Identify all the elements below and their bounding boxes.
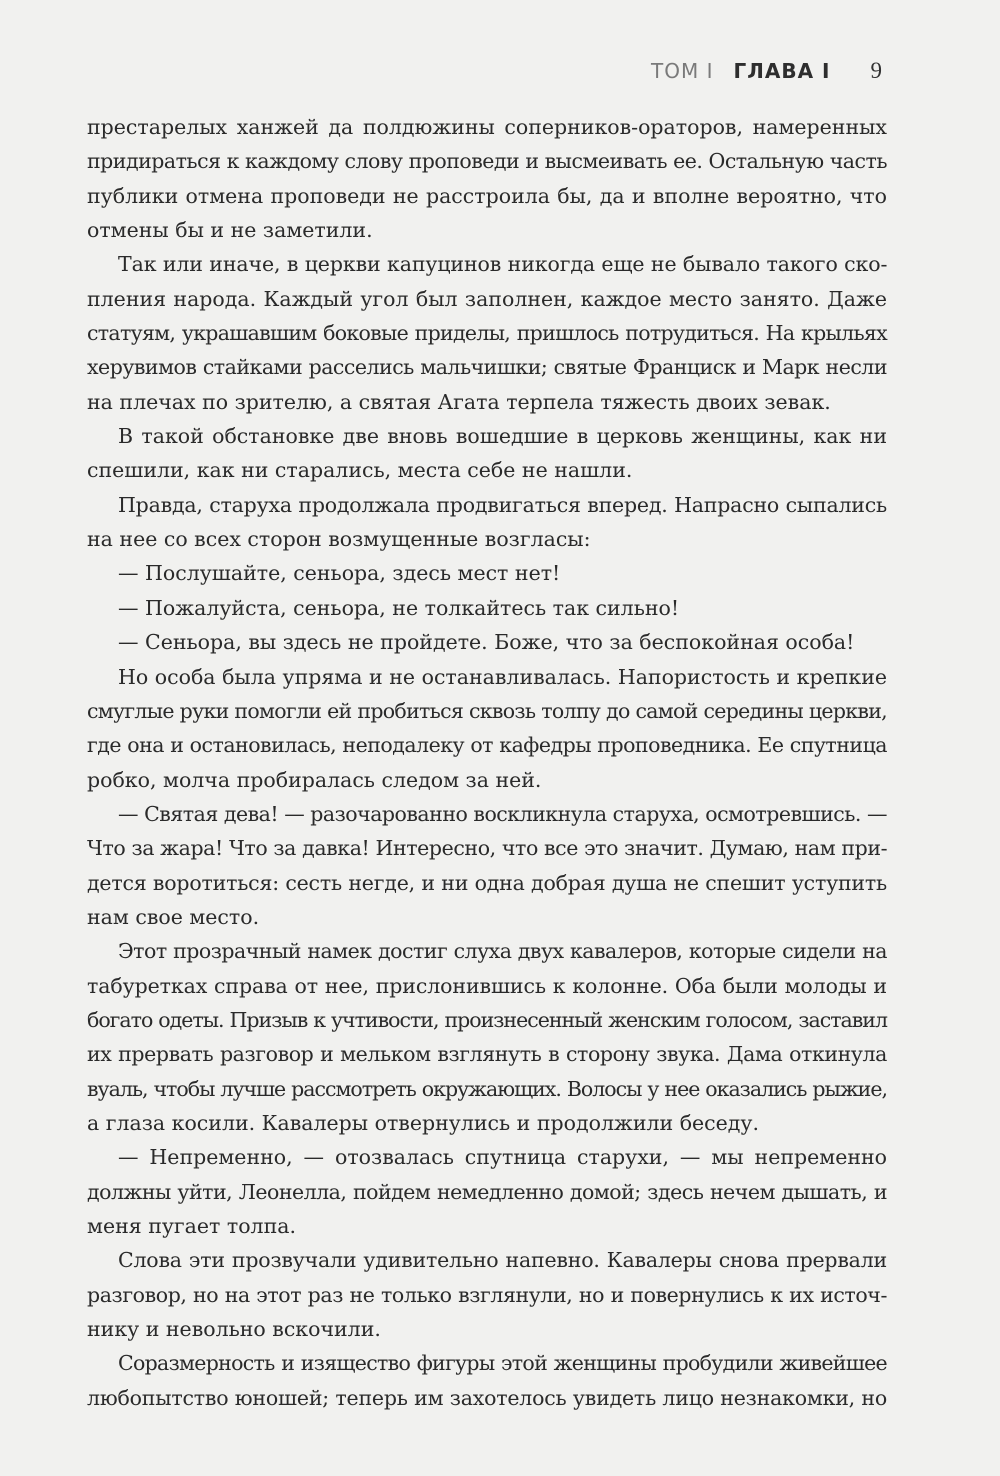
text-line: — Святая дева! — разочарованно воскликнула старуха, осмотревшись. — [118, 801, 887, 826]
text-line: их прервать разговор и мельком взглянуть в сторону звука. Дама откинула [87, 1042, 887, 1067]
text-line: Соразмерность и изящество фигуры этой женщины пробудили живейшее [118, 1351, 887, 1376]
text-line: — Послушайте, сеньора, здесь мест нет! [118, 561, 561, 586]
text-line: Слова эти прозвучали удивительно напевно. Кавалеры снова прервали [118, 1248, 887, 1273]
text-line: В такой обстановке две вновь вошедшие в церковь женщины, как ни [118, 424, 887, 449]
text-line: на плечах по зрителю, а святая Агата терпела тяжесть двоих зевак. [87, 389, 831, 414]
text-line: табуретках справа от нее, прислонившись к колонне. Оба были молоды и [87, 973, 887, 998]
text-line: придираться к каждому слову проповеди и высмеивать ее. Остальную часть [87, 149, 887, 174]
text-line: где она и остановилась, неподалеку от кафедры проповедника. Ее спутница [87, 733, 887, 758]
chapter-label: ГЛАВА I [733, 59, 831, 83]
page-number: 9 [870, 58, 882, 83]
text-line: смуглые руки помогли ей пробиться сквозь толпу до самой середины церкви, [87, 698, 887, 723]
text-line: вуаль, чтобы лучше рассмотреть окружающих. Волосы у нее оказались рыжие, [87, 1076, 887, 1101]
text-line: херувимов стайками расселись мальчишки; святые Франциск и Марк несли [87, 355, 887, 380]
text-line: спешили, как ни старались, места себе не нашли. [87, 458, 633, 483]
text-line: нам свое место. [87, 904, 260, 929]
text-line: — Сеньора, вы здесь не пройдете. Боже, что за беспокойная особа! [118, 630, 855, 655]
text-line: — Пожалуйста, сеньора, не толкайтесь так сильно! [118, 595, 680, 620]
text-line: Но особа была упряма и не останавливалась. Напористость и крепкие [118, 664, 887, 689]
text-line: на нее со всех сторон возмущенные возгласы: [87, 527, 591, 552]
text-line: робко, молча пробиралась следом за ней. [87, 767, 542, 792]
volume-label: ТОМ I [651, 59, 714, 83]
body-text [87, 110, 887, 1415]
text-line: любопытство юношей; теперь им захотелось увидеть лицо незнакомки, но [87, 1385, 887, 1410]
text-line: статуям, украшавшим боковые приделы, пришлось потрудиться. На крыльях [87, 321, 887, 346]
text-line: должны уйти, Леонелла, пойдем немедленно домой; здесь нечем дышать, и [87, 1179, 887, 1204]
text-line: нику и невольно вскочили. [87, 1317, 381, 1342]
text-line: меня пугает толпа. [87, 1214, 296, 1238]
text-line: дется воротиться: сесть негде, и ни одна добрая душа не спешит уступить [87, 870, 887, 895]
running-head [651, 58, 882, 84]
text-line: богато одеты. Призыв к учтивости, произнесенный женским голосом, заставил [87, 1007, 887, 1032]
text-line: — Непременно, — отозвалась спутница старухи, — мы непременно [118, 1145, 887, 1170]
text-line: разговор, но на этот раз не только взглянули, но и повернулись к их источ- [87, 1282, 887, 1307]
text-line: а глаза косили. Кавалеры отвернулись и продолжили беседу. [87, 1110, 759, 1135]
text-line: Этот прозрачный намек достиг слуха двух кавалеров, которые сидели на [118, 939, 887, 964]
text-line: Так или иначе, в церкви капуцинов никогда еще не бывало такого ско- [118, 252, 888, 277]
text-line: отмены бы и не заметили. [87, 218, 373, 243]
text-line: публики отмена проповеди не расстроила бы, да и вполне вероятно, что [87, 183, 887, 208]
text-line: Что за жара! Что за давка! Интересно, что все это значит. Думаю, нам при- [87, 836, 888, 861]
text-line: пления народа. Каждый угол был заполнен, каждое место занято. Даже [87, 286, 887, 311]
text-line: престарелых ханжей да полдюжины соперников-ораторов, намеренных [87, 115, 887, 139]
text-line: Правда, старуха продолжала продвигаться вперед. Напрасно сыпались [118, 492, 887, 517]
